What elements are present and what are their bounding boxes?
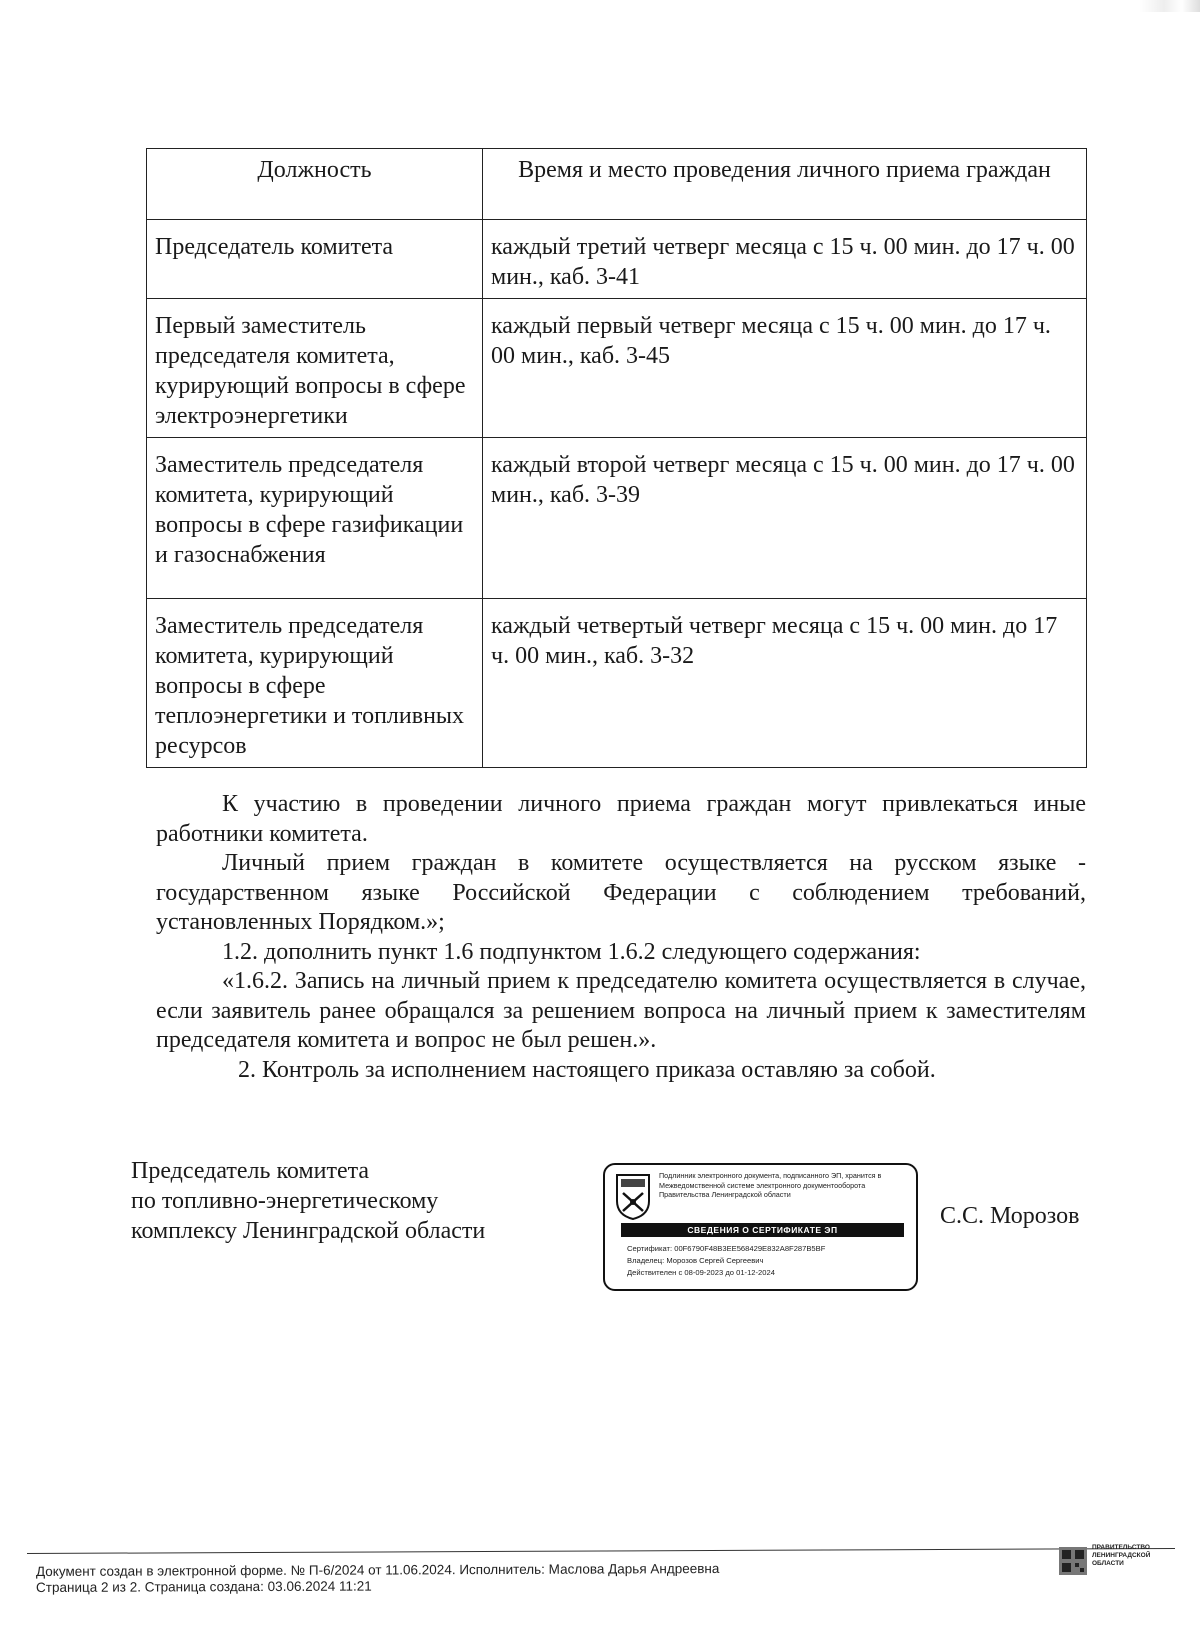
stamp-banner: СВЕДЕНИЯ О СЕРТИФИКАТЕ ЭП	[621, 1223, 904, 1237]
schedule-cell: каждый первый четверг месяца с 15 ч. 00 мин. до 17 ч. 00 мин., каб. 3-45	[483, 299, 1087, 438]
schedule-cell: каждый четвертый четверг месяца с 15 ч. 00 мин. до 17 ч. 00 мин., каб. 3-32	[483, 599, 1087, 768]
schedule-cell: каждый третий четверг месяца с 15 ч. 00 мин. до 17 ч. 00 мин., каб. 3-41	[483, 220, 1087, 299]
paragraph: «1.6.2. Запись на личный прием к председателю комитета осуществляется в случае, если заявитель ранее обращался за решением вопроса на личный прием к заместителям председателя комитета и вопрос не был решен.».	[156, 968, 1086, 1053]
paragraph: 1.2. дополнить пункт 1.6 подпунктом 1.6.2 следующего содержания:	[222, 938, 921, 965]
header-position: Должность	[147, 149, 483, 220]
table-row	[147, 299, 1087, 438]
position-cell: Заместитель председателя комитета, курирующий вопросы в сфере газификации и газоснабжения	[147, 438, 483, 599]
electronic-signature-stamp	[603, 1163, 918, 1291]
paragraph: Личный прием граждан в комитете осуществляется на русском языке - государственном языке Российской Федерации с соблюдением требований, установленных Порядком.»;	[156, 850, 1086, 935]
footer-divider	[27, 1548, 1175, 1554]
paragraph: К участию в проведении личного приема граждан могут привлекаться иные работники комитета.	[156, 791, 1086, 847]
footer-line: Страница 2 из 2. Страница создана: 03.06.2024 11:21	[36, 1578, 372, 1595]
certificate-number: Сертификат: 00F6790F48B3EE568429E832A8F287B5BF	[627, 1244, 826, 1253]
signatory-title-line: по топливно-энергетическому	[131, 1188, 439, 1214]
order-body-text	[156, 790, 1086, 1085]
position-cell: Первый заместитель председателя комитета, курирующий вопросы в сфере электроэнергетики	[147, 299, 483, 438]
certificate-owner: Владелец: Морозов Сергей Сергеевич	[627, 1256, 764, 1265]
table-header-row	[147, 149, 1087, 220]
schedule-cell: каждый второй четверг месяца с 15 ч. 00 мин. до 17 ч. 00 мин., каб. 3-39	[483, 438, 1087, 599]
coat-of-arms-icon	[615, 1173, 651, 1221]
position-cell: Председатель комитета	[147, 220, 483, 299]
government-label: ПРАВИТЕЛЬСТВО ЛЕНИНГРАДСКОЙ ОБЛАСТИ	[1092, 1544, 1151, 1567]
paragraph: 2. Контроль за исполнением настоящего приказа оставляю за собой.	[238, 1056, 936, 1083]
table-row	[147, 599, 1087, 768]
government-logo-icon	[1058, 1546, 1088, 1576]
stamp-note: Подлинник электронного документа, подписанного ЭП, хранится в Межведомственной системе электронного документооборота Правительства Ленинградской области	[659, 1171, 882, 1199]
table-row	[147, 220, 1087, 299]
reception-schedule-table	[146, 148, 1087, 768]
scan-artifact	[1140, 0, 1200, 12]
certificate-validity: Действителен с 08-09-2023 до 01-12-2024	[627, 1268, 775, 1277]
signatory-title-line: Председатель комитета	[131, 1158, 370, 1184]
signatory-title-line: комплексу Ленинградской области	[131, 1218, 486, 1244]
header-schedule: Время и место проведения личного приема граждан	[483, 149, 1087, 220]
signer-name: С.С. Морозов	[940, 1203, 1080, 1229]
table-row	[147, 438, 1087, 599]
signatory-title	[131, 1156, 551, 1246]
footer	[36, 1561, 720, 1596]
position-cell: Заместитель председателя комитета, курирующий вопросы в сфере теплоэнергетики и топливных ресурсов	[147, 599, 483, 768]
footer-line: Документ создан в электронной форме. № П-6/2024 от 11.06.2024. Исполнитель: Маслова Дарья Андреевна	[35, 1561, 720, 1579]
